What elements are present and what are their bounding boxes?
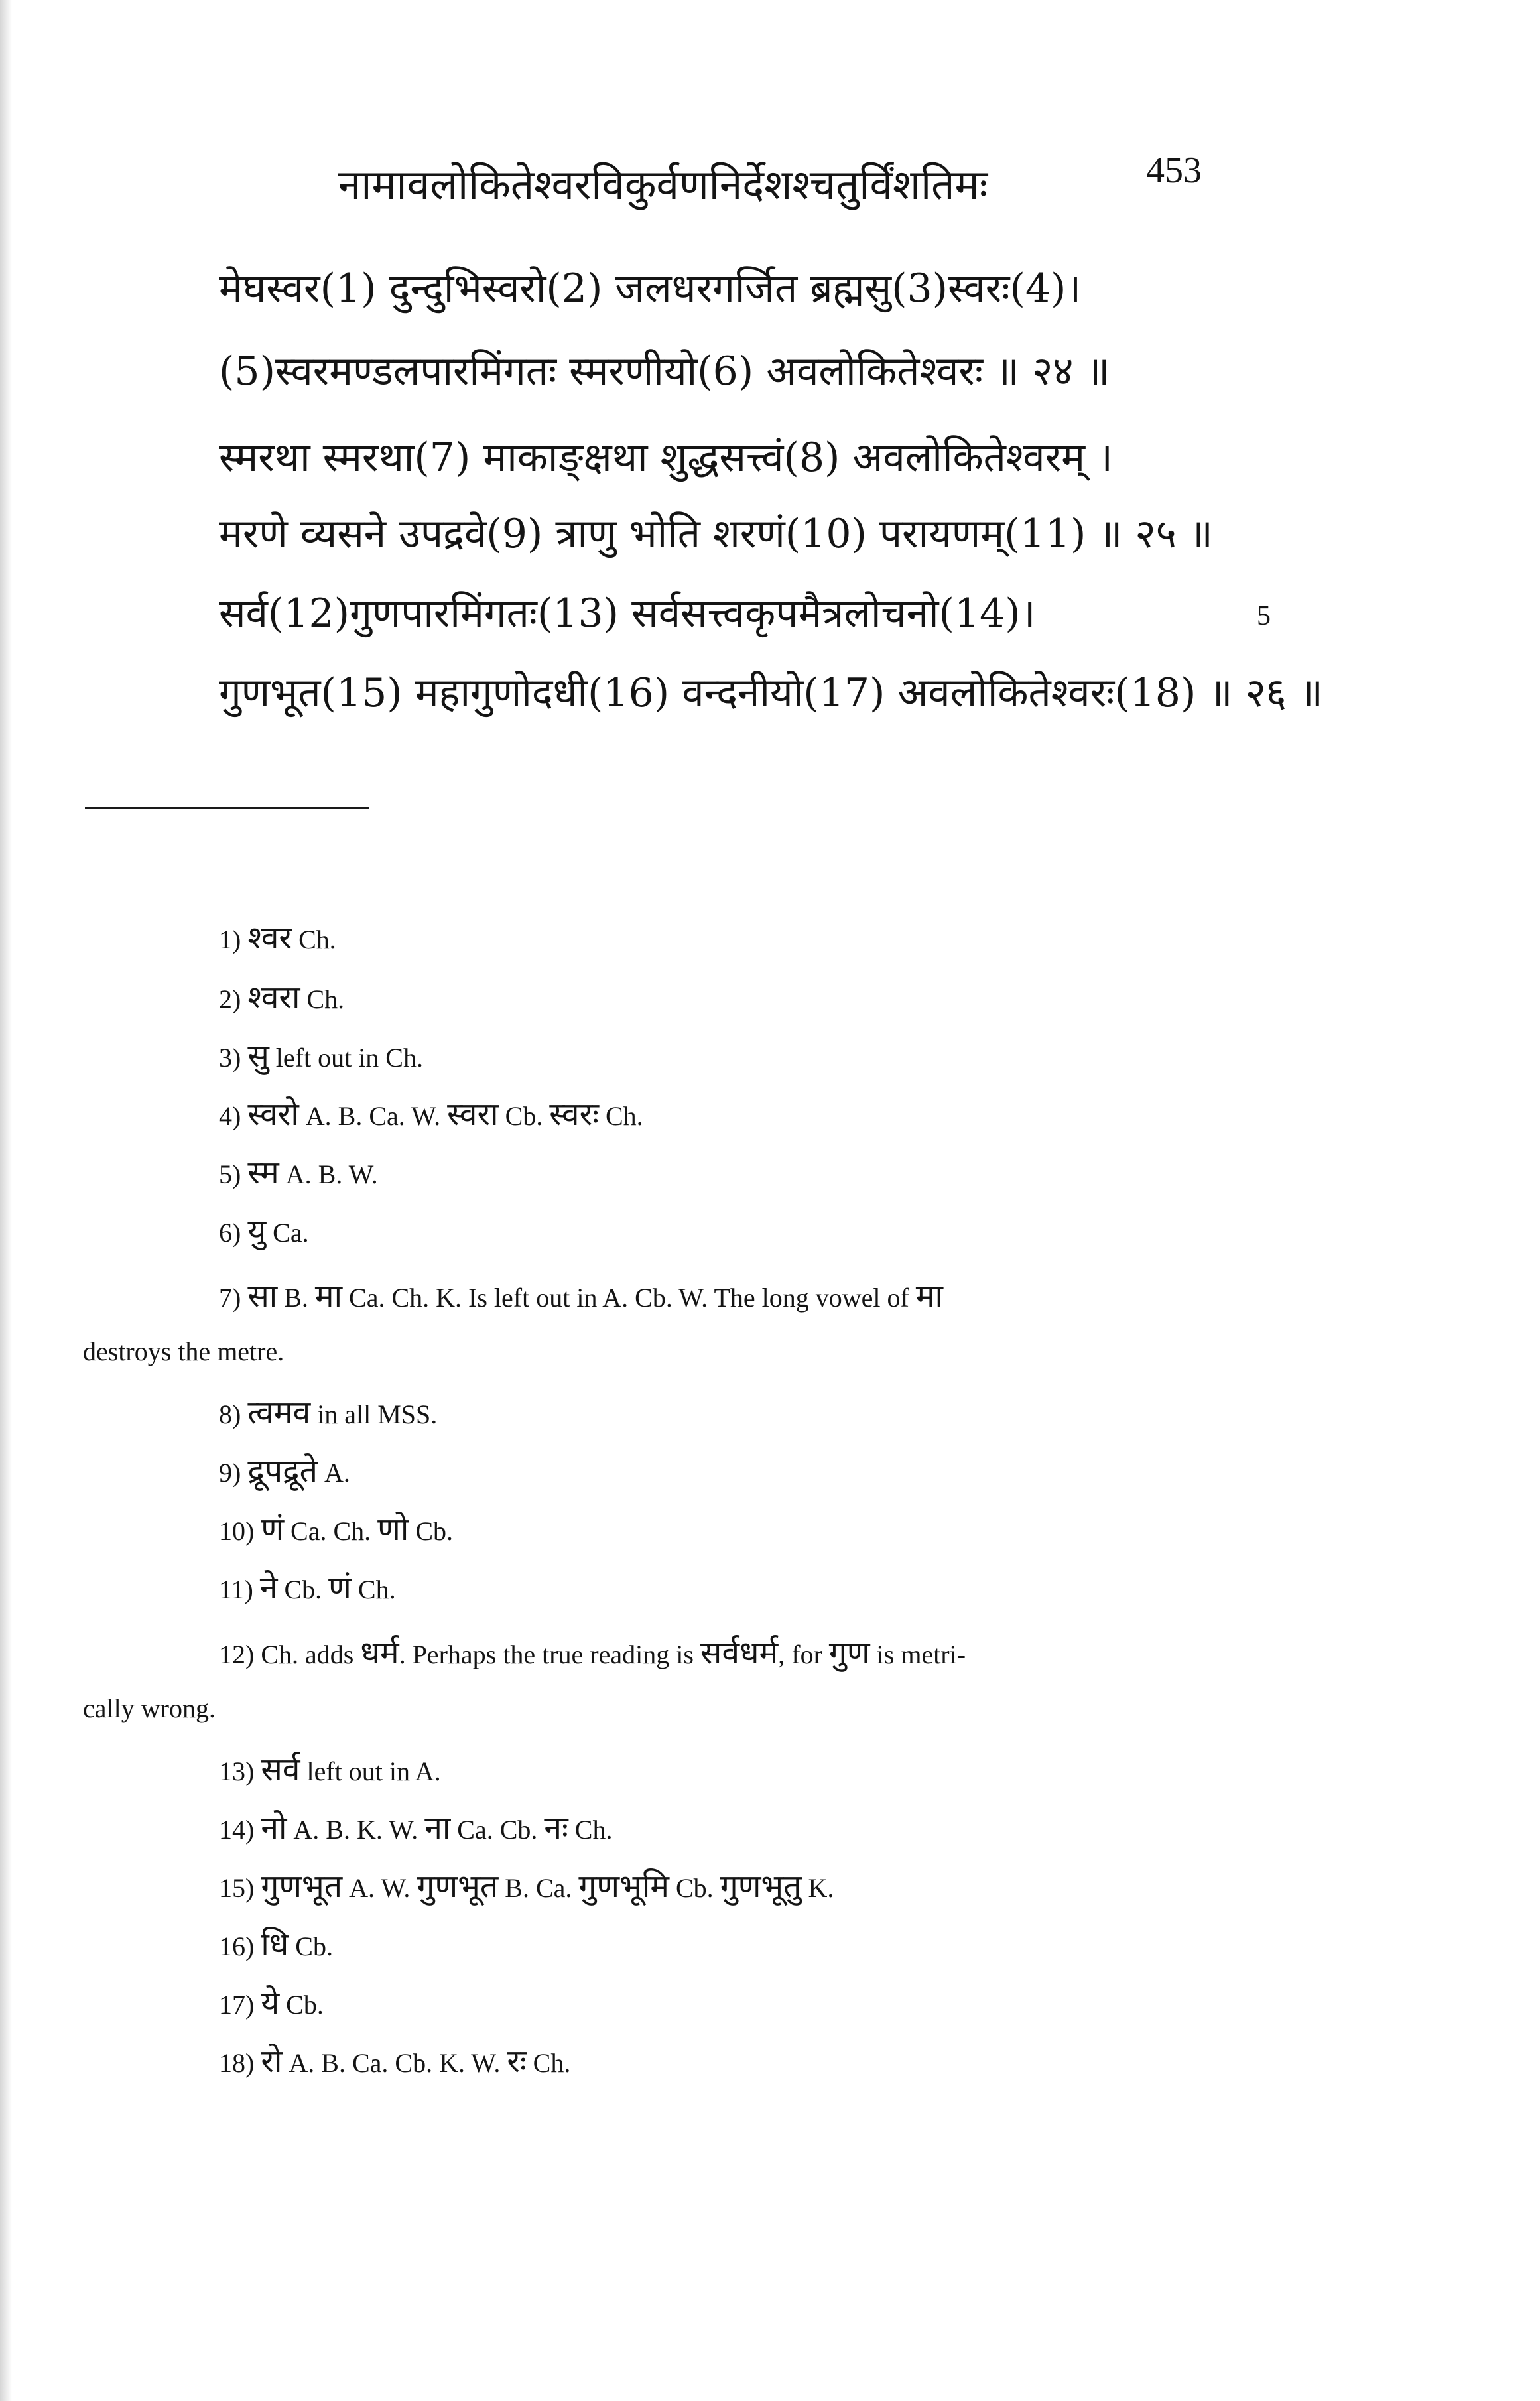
footnote-reading: धर्म [360,1634,399,1671]
footnote-text: A. B. Ca. Cb. K. W. [282,2048,507,2078]
footnote [219,1453,1280,1490]
footnote-text: left out in Ch. [269,1043,423,1072]
verse-line: सर्व(12)गुणपारमिंगतः(13) सर्वसत्त्वकृपमैत्रलोचनो(14)। [219,590,1036,637]
footnote-reading: गुणभूत [417,1868,499,1905]
footnote-text: . Perhaps the true reading is [399,1640,700,1669]
footnote-reading: नः [544,1809,568,1847]
footnote-number: 10) [219,1516,261,1546]
footnote-reading: मा [915,1277,943,1315]
footnote [219,1394,1280,1431]
footnote [219,979,1280,1016]
footnote-text: Ch. [526,2048,571,2078]
footnote-text: A. B. Ca. W. [298,1101,448,1131]
footnote [219,1569,1280,1606]
footnote-reading: गुणभूतु [720,1868,802,1905]
footnote-reading: गुणभूमि [578,1868,669,1905]
footnote-text: Ch. [300,984,345,1014]
footnote-text: B. [277,1283,315,1313]
footnote-text: K. [801,1873,834,1903]
footnote-reading: स्म [247,1154,279,1191]
footnote-text: Ca. Ch. [284,1516,378,1546]
footnote [219,1984,1280,2022]
footnote-reading: सा [247,1277,278,1315]
footnote-text: Cb. [409,1516,453,1546]
footnote-reading: णो [377,1511,409,1548]
footnote-text: A. W. [342,1873,417,1903]
footnote [219,1212,1280,1250]
footnote-number: 8) [219,1399,248,1429]
footnote [219,919,1280,956]
footnote-text: A. [317,1458,350,1488]
footnote-text: B. Ca. [498,1873,579,1903]
scan-edge-shadow [0,0,12,2401]
footnote-text: A. B. K. W. [287,1815,425,1845]
footnote [219,1277,1280,1315]
footnote-text: Ca. Ch. K. Is left out in A. Cb. W. The long vowel of [342,1283,916,1313]
footnote-reading: सर्वधर्म [700,1634,779,1671]
footnote-reading: रो [261,2043,283,2080]
footnote-number: 16) [219,1931,261,1961]
footnote-number: 1) [219,925,248,954]
footnote-text: Ch. [292,925,336,954]
footnote-text: in all MSS. [310,1399,438,1429]
footnote-number: 4) [219,1101,248,1131]
footnote-reading: स्वरः [549,1096,599,1133]
footnote-text: Cb. [498,1101,550,1131]
footnote-reading: श्वर [247,919,292,956]
footnote-text: Ca. Cb. [450,1815,545,1845]
footnote-text: destroys the metre. [83,1336,285,1366]
footnote-number: 6) [219,1218,248,1248]
footnote-text: left out in A. [300,1756,441,1786]
footnote-reading: णं [261,1511,285,1548]
footnote-reading: द्रूपद्रूते [247,1453,318,1490]
footnote-reading: णं [328,1569,352,1606]
footnote-reading: ने [259,1569,278,1606]
footnote-reading: गुण [828,1634,870,1671]
footnote-reading: ना [424,1809,451,1847]
footnote-text: Cb. [289,1931,333,1961]
footnote-number: 2) [219,984,248,1014]
footnote-reading: सु [247,1037,269,1074]
footnote-number: 15) [219,1873,261,1903]
footnote-number: 14) [219,1815,261,1845]
footnote-text: Ch. adds [261,1640,361,1669]
footnote-number: 7) [219,1283,248,1313]
footnote-reading: गुणभूत [261,1868,343,1905]
footnote-continuation [83,1338,1144,1365]
footnote [219,1809,1280,1847]
footnote-text: is metri- [869,1640,966,1669]
footnote-number: 18) [219,2048,261,2078]
footnote-reading: श्वरा [247,979,300,1016]
footnote-text: Ch. [598,1101,643,1131]
footnote [219,1868,1280,1905]
footnote-number: 3) [219,1043,248,1072]
verse-line: मरणे व्यसने उपद्रवे(9) त्राणु भोति शरणं(10) परायणम्(11) ॥ २५ ॥ [219,511,1213,557]
footnote [219,2043,1280,2080]
verse-line: स्मरथा स्मरथा(7) माकाङ्क्षथा शुद्धसत्त्वं(8) अवलोकितेश्वरम् । [219,434,1113,481]
footnote-text: A. B. W. [279,1159,378,1189]
footnote [219,1926,1280,1963]
verse-line: गुणभूत(15) महागुणोदधी(16) वन्दनीयो(17) अवलोकितेश्वरः(18) ॥ २६ ॥ [219,670,1323,716]
footnote-number: 13) [219,1756,261,1786]
footnote-reading: त्वमव [247,1394,311,1431]
footnote-text: , for [778,1640,829,1669]
footnote-reading: धि [261,1926,289,1963]
footnote-number: 9) [219,1458,248,1488]
footnote-reading: रः [507,2043,527,2080]
footnote [219,1096,1280,1133]
verse-line: मेघस्वर(1) दुन्दुभिस्वरो(2) जलधरगर्जित ब्रह्मसु(3)स्वरः(4)। [219,265,1082,312]
footnote-continuation [83,1695,1144,1722]
verse-line: (5)स्वरमण्डलपारमिंगतः स्मरणीयो(6) अवलोकितेश्वरः ॥ २४ ॥ [219,348,1110,395]
margin-line-number: 5 [1257,601,1271,631]
footnote-text: Ch. [568,1815,613,1845]
footnote-text: Ch. [351,1575,396,1604]
footnote [219,1037,1280,1074]
footnote-reading: स्वरो [247,1096,299,1133]
footnote-text: Cb. [669,1873,720,1903]
footnote-reading: स्वरा [447,1096,499,1133]
footnote [219,1154,1280,1191]
page-number: 453 [1146,150,1202,191]
footnote-reading: मा [314,1277,343,1315]
footnote-reading: सर्व [261,1751,300,1788]
footnote-text: Cb. [279,1990,324,2020]
footnote-number: 5) [219,1159,248,1189]
footnote-separator-rule [85,807,369,809]
footnote-text: Ca. [266,1218,309,1248]
footnote-text: Cb. [277,1575,329,1604]
footnote-text: cally wrong. [83,1693,216,1723]
footnote-number: 17) [219,1990,261,2020]
footnote [219,1634,1280,1671]
footnote [219,1751,1280,1788]
footnote-number: 12) [219,1640,261,1669]
footnote-number: 11) [219,1575,260,1604]
footnote-reading: यु [247,1212,267,1250]
footnote-reading: ये [261,1984,280,2022]
footnote-reading: नो [261,1809,287,1847]
footnote [219,1511,1280,1548]
running-header: नामावलोकितेश्वरविकुर्वणनिर्देशश्चतुर्विंशतिमः [338,161,988,209]
